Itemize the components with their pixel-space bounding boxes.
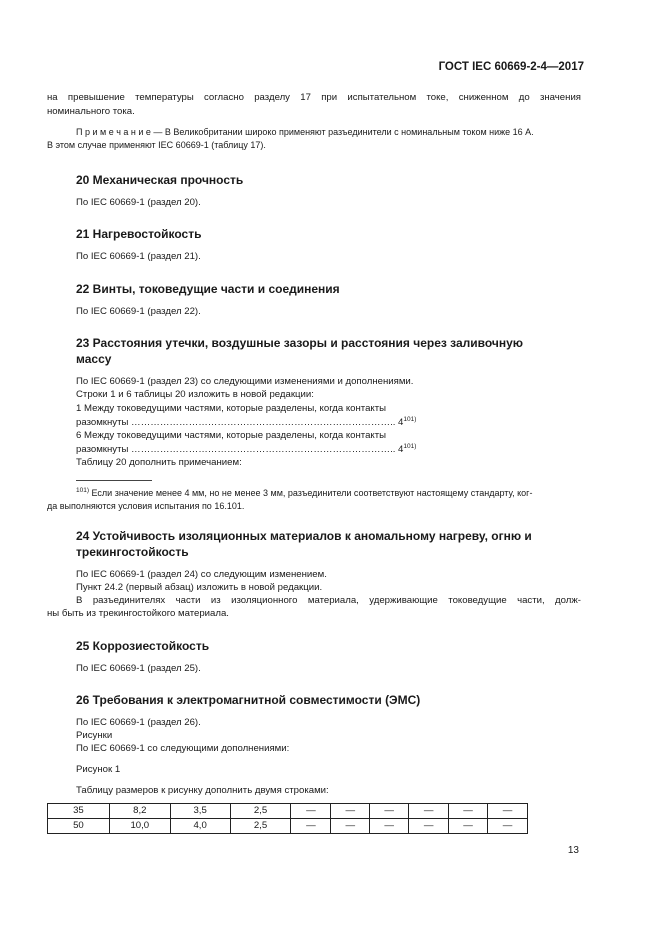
note-line-2: В этом случае применяют IEC 60669-1 (таблицу 17).	[47, 140, 266, 150]
intro-line-2: номинального тока.	[47, 106, 135, 117]
section-26-line-4: Рисунок 1	[76, 764, 121, 775]
footnote-line-2: да выполняются условия испытания по 16.101.	[47, 501, 245, 511]
table-row	[48, 804, 528, 819]
table-cell: 8,2	[109, 804, 170, 819]
footnote-mark: 101)	[76, 487, 90, 494]
table-cell: —	[291, 819, 331, 834]
section-21-title: 21 Нагревостойкость	[76, 227, 202, 241]
row-6-dimension: разомкнуты ……………………………………………………………………….. 4	[76, 444, 404, 455]
section-23-title-line-1: 23 Расстояния утечки, воздушные зазоры и расстояния через заливочную	[76, 336, 524, 350]
footnote-text: Если значение менее 4 мм, но не менее 3 мм, разъединители соответствуют настоящему стандарту, ког-	[91, 488, 533, 498]
section-23-line-2: Строки 1 и 6 таблицы 20 изложить в новой редакции:	[76, 389, 314, 400]
section-26-line-3: По IEC 60669-1 со следующими дополнениями:	[76, 743, 290, 754]
section-26-title: 26 Требования к электромагнитной совместимости (ЭМС)	[76, 693, 421, 707]
section-24-line-2: Пункт 24.2 (первый абзац) изложить в новой редакции.	[76, 582, 323, 593]
table-cell: —	[331, 804, 370, 819]
section-22-text: По IEC 60669-1 (раздел 22).	[76, 306, 201, 317]
table-cell: 2,5	[230, 804, 291, 819]
section-20-text: По IEC 60669-1 (раздел 20).	[76, 197, 201, 208]
document-code-header: ГОСТ IEC 60669-2-4—2017	[438, 61, 584, 73]
table-cell: —	[449, 804, 488, 819]
section-23-line-6	[76, 443, 416, 457]
section-26-line-5: Таблицу размеров к рисунку дополнить двумя строками:	[76, 785, 329, 796]
section-23-line-3: 1 Между токоведущими частями, которые разделены, когда контакты	[76, 403, 387, 414]
footnote-ref: 101)	[403, 442, 417, 450]
table-cell: 2,5	[230, 819, 291, 834]
table-cell: 10,0	[109, 819, 170, 834]
section-23-line-1: По IEC 60669-1 (раздел 23) со следующими изменениями и дополнениями.	[76, 376, 414, 387]
section-26-line-1: По IEC 60669-1 (раздел 26).	[76, 717, 201, 728]
table-cell: 50	[48, 819, 110, 834]
table-row	[48, 819, 528, 834]
table-cell: 4,0	[170, 819, 230, 834]
table-cell: —	[487, 804, 527, 819]
section-23-line-7: Таблицу 20 дополнить примечанием:	[76, 457, 242, 468]
section-24-line-3: В разъединителях части из изоляционного материала, удерживающие токоведущие части, долж-	[76, 595, 581, 606]
dimensions-table-body	[48, 804, 528, 834]
footnote-line-1	[76, 486, 532, 500]
table-cell: —	[331, 819, 370, 834]
section-24-line-4: ны быть из трекингостойкого материала.	[47, 608, 229, 619]
note-line-1: П р и м е ч а н и е — В Великобритании широко применяют разъединители с номинальным током ниже 16 А.	[76, 127, 534, 137]
table-cell: —	[487, 819, 527, 834]
table-cell: —	[449, 819, 488, 834]
table-cell: —	[370, 819, 409, 834]
section-26-line-2: Рисунки	[76, 730, 113, 741]
table-cell: —	[409, 819, 449, 834]
section-25-text: По IEC 60669-1 (раздел 25).	[76, 663, 201, 674]
row-1-dimension: разомкнуты ……………………………………………………………………….. 4	[76, 417, 404, 428]
section-22-title: 22 Винты, токоведущие части и соединения	[76, 282, 340, 296]
section-23-line-4	[76, 416, 416, 430]
table-cell: —	[409, 804, 449, 819]
table-cell: —	[370, 804, 409, 819]
section-24-title-line-2: трекингостойкость	[76, 545, 189, 559]
table-cell: 3,5	[170, 804, 230, 819]
section-24-line-1: По IEC 60669-1 (раздел 24) со следующим изменением.	[76, 569, 327, 580]
footnote-separator	[76, 480, 152, 481]
section-25-title: 25 Коррозиестойкость	[76, 639, 210, 653]
intro-line-1: на превышение температуры согласно разделу 17 при испытательном токе, сниженном до значения	[47, 92, 581, 103]
dimensions-table	[47, 803, 528, 834]
section-21-text: По IEC 60669-1 (раздел 21).	[76, 251, 201, 262]
section-20-title: 20 Механическая прочность	[76, 173, 244, 187]
table-cell: —	[291, 804, 331, 819]
page-number: 13	[567, 845, 579, 856]
footnote-ref: 101)	[403, 415, 417, 423]
section-23-title-line-2: массу	[76, 352, 112, 366]
section-24-title-line-1: 24 Устойчивость изоляционных материалов к аномальному нагреву, огню и	[76, 529, 532, 543]
table-cell: 35	[48, 804, 110, 819]
section-23-line-5: 6 Между токоведущими частями, которые разделены, когда контакты	[76, 430, 387, 441]
